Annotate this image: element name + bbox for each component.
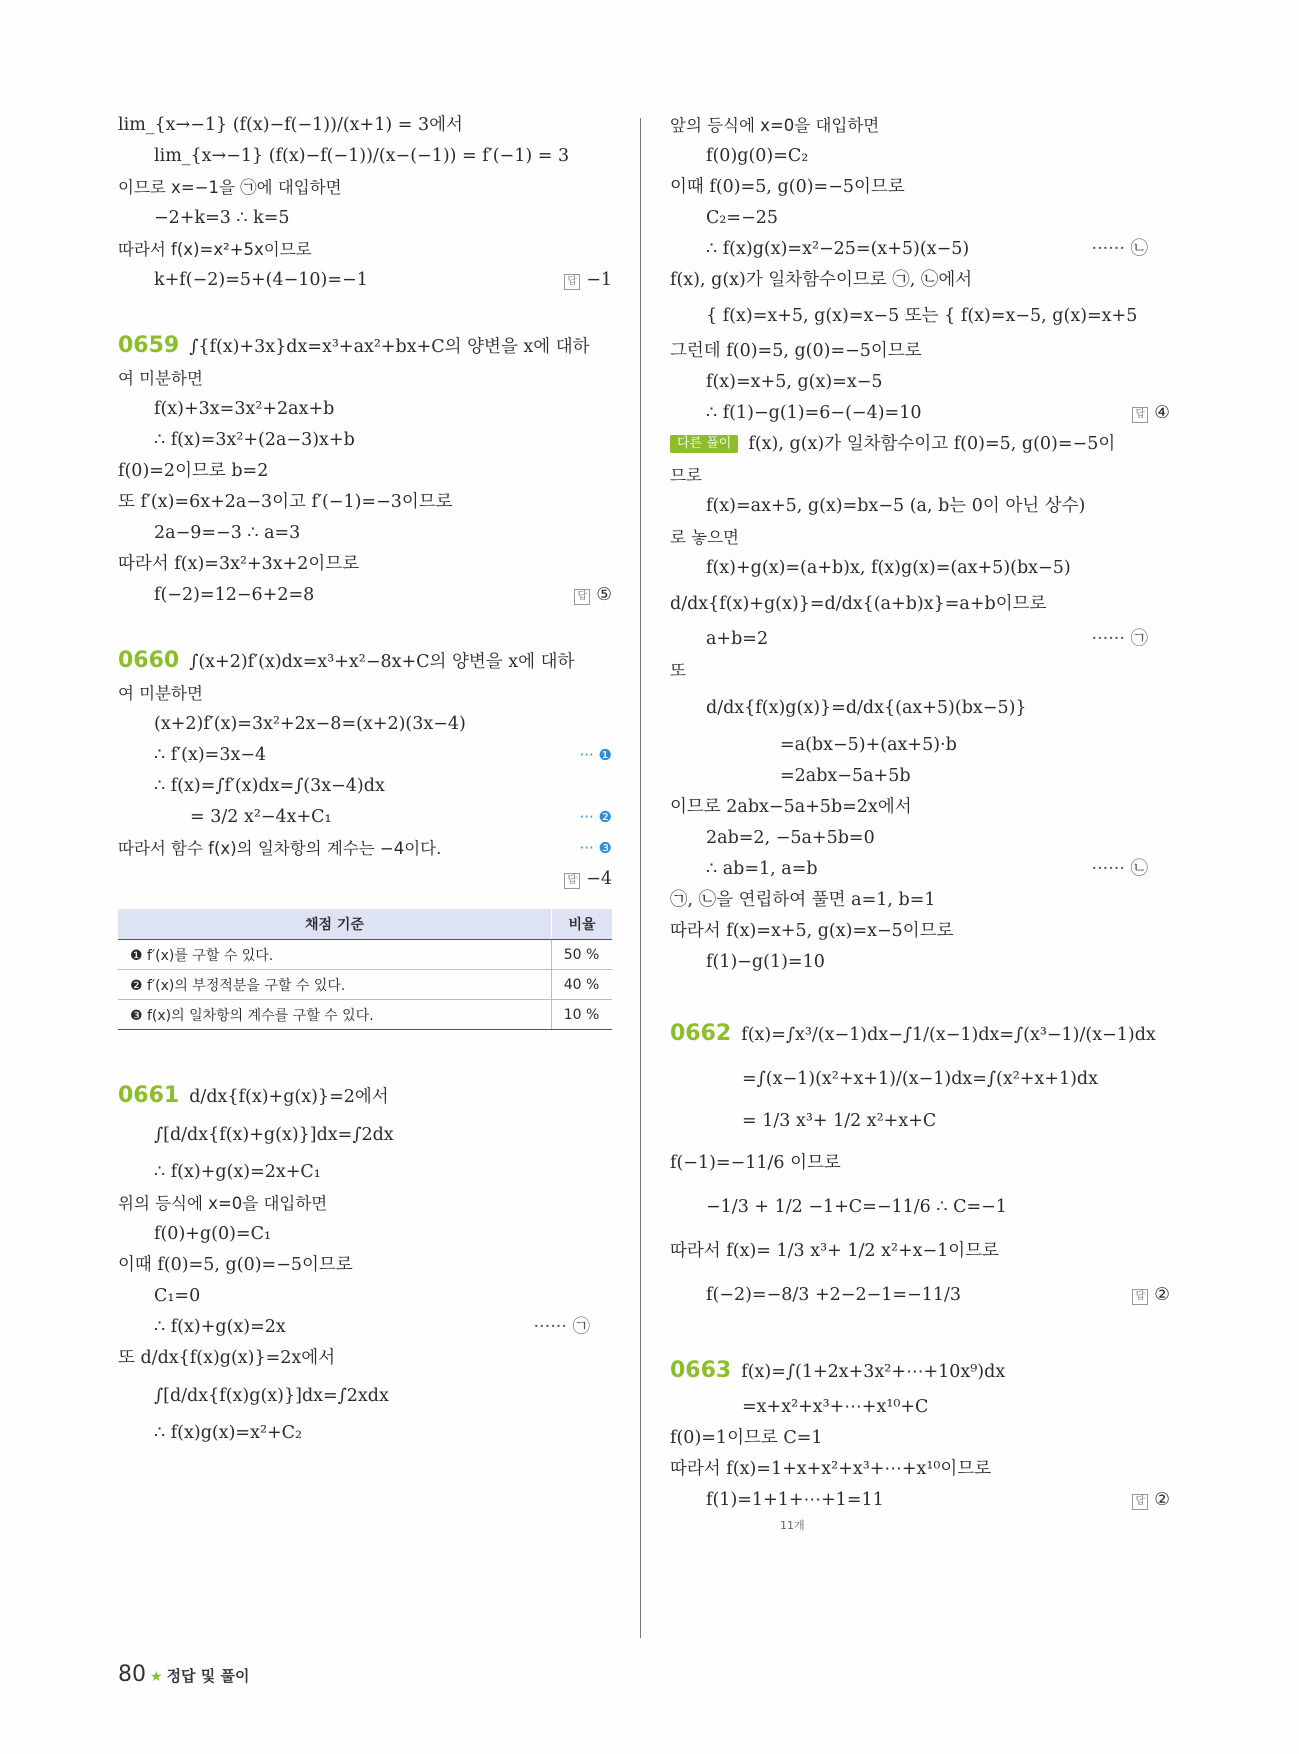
equation-mark: ······ ㉠ [1091, 629, 1148, 649]
problem-0663: 0663 f(x)=∫(1+2x+3x²+⋯+10x⁹)dx =x+x²+x³+⋯+x¹⁰+C f(0)=1이므로 C=1 따라서 f(x)=1+x+x²+x³+⋯+x¹⁰이므로 f(1)=1+1+⋯+1=11 답 ② 11개 [670, 1358, 1170, 1532]
solution-line: ∴ f′(x)=3x−4 [154, 745, 267, 765]
solution-line: =∫(x−1)(x²+x+1)/(x−1)dx=∫(x²+x+1)dx [742, 1069, 1098, 1089]
solution-line: 이므로 2abx−5a+5b=2x에서 [670, 797, 912, 817]
answer-icon: 답 [564, 274, 580, 290]
rubric-header-criterion: 채점 기준 [118, 909, 552, 940]
answer-icon: 답 [1132, 1494, 1148, 1510]
solution-line: 로 놓으면 [670, 528, 740, 547]
solution-line: 또 d/dx{f(x)g(x)}=2x에서 [118, 1348, 336, 1368]
problem-number: 0662 [670, 1021, 732, 1046]
rubric-ratio: 40 % [552, 970, 613, 1000]
solution-line: ∴ f(x)+g(x)=2x+C₁ [154, 1162, 321, 1182]
intro-line: 따라서 f(x)=x²+5x이므로 [118, 240, 312, 259]
solution-line: 2ab=2, −5a+5b=0 [706, 828, 875, 848]
footer-title: 정답 및 풀이 [166, 1667, 250, 1685]
rubric-criterion: ❷ f′(x)의 부정적분을 구할 수 있다. [118, 970, 552, 1000]
answer-0662: 답 ② [1132, 1273, 1170, 1317]
solution-line: C₁=0 [154, 1286, 201, 1306]
problem-number: 0660 [118, 648, 180, 673]
intro-line: −2+k=3 ∴ k=5 [154, 208, 290, 228]
solution-line: ∴ f(x)+g(x)=2x [154, 1317, 286, 1337]
solution-line: 그런데 f(0)=5, g(0)=−5이므로 [670, 341, 922, 361]
solution-line: 따라서 f(x)= 1/3 x³+ 1/2 x²+x−1이므로 [670, 1241, 999, 1261]
solution-line: ∴ f(x)g(x)=x²+C₂ [154, 1423, 303, 1443]
step-marker: ··· ❶ [579, 746, 612, 764]
solution-line: 따라서 함수 f(x)의 일차항의 계수는 −4이다. [118, 839, 442, 858]
problem-number: 0661 [118, 1083, 180, 1108]
solution-line: = 1/3 x³+ 1/2 x²+x+C [742, 1111, 937, 1131]
rubric-ratio: 10 % [552, 1000, 613, 1030]
solution-line: C₂=−25 [706, 208, 778, 228]
solution-line: 위의 등식에 x=0을 대입하면 [118, 1194, 328, 1213]
equation-mark: ······ ㉡ [1091, 239, 1148, 259]
intro-line: lim_{x→−1} (f(x)−f(−1))/(x+1) = 3에서 [118, 115, 463, 135]
solution-line: 또 [670, 661, 686, 680]
solution-line: ∴ ab=1, a=b [706, 859, 818, 879]
step-marker: ··· ❸ [579, 839, 612, 857]
problem-number: 0663 [670, 1358, 732, 1383]
solution-line: f(x)=ax+5, g(x)=bx−5 (a, b는 0이 아닌 상수) [706, 496, 1086, 516]
solution-line: =a(bx−5)+(ax+5)·b [780, 735, 957, 755]
solution-line: f(0)g(0)=C₂ [706, 146, 809, 166]
rubric-header-ratio: 비율 [552, 909, 613, 940]
rubric-row [118, 940, 612, 970]
solution-line: 앞의 등식에 x=0을 대입하면 [670, 116, 880, 135]
solution-line: 따라서 f(x)=x+5, g(x)=x−5이므로 [670, 921, 954, 941]
star-icon: ★ [150, 1669, 163, 1685]
answer-icon: 답 [1132, 407, 1148, 423]
problem-0660: 0660 ∫(x+2)f′(x)dx=x³+x²−8x+C의 양변을 x에 대하 여 미분하면 (x+2)f′(x)=3x²+2x−8=(x+2)(3x−4) ∴ f′(x)=3x−4 ··· ❶ ∴ f(x)=∫f′(x)dx=∫(3x−4)dx = 3/2 x²−4x+C₁ ··· ❷ 따라서 함수 f(x)의 일차항의 계수는 −4이다. ··· ❸ 답 −4 채점 기준 비율 ❶ f′(x)를 구할 수 있다. 50 % ❷ f′(x)의 부정적분을 구할 수 있다. 40 % ❸ f(x)의 일차항의 계수를 구할 수 있다. 10 % [118, 645, 612, 1030]
solution-line: ∴ f(x)=∫f′(x)dx=∫(3x−4)dx [154, 776, 385, 796]
solution-line: 여 미분하면 [118, 369, 203, 388]
page-footer [118, 1662, 249, 1687]
alt-solution-badge: 다른 풀이 [670, 435, 738, 453]
solution-line: f(0)=2이므로 b=2 [118, 461, 269, 481]
right-column: 앞의 등식에 x=0을 대입하면 f(0)g(0)=C₂ 이때 f(0)=5, g(0)=−5이므로 C₂=−25 ∴ f(x)g(x)=x²−25=(x+5)(x−5) ······ ㉡ f(x), g(x)가 일차함수이므로 ㉠, ㉡에서 { f(x)=x+5, g(x)=x−5 또는 { f(x)=x−5, g(x)=x+5 그런데 f(0)=5, g(0)=−5이므로 f(x)=x+5, g(x)=x−5 ∴ f(1)−g(1)=6−(−4)=10 답 ④ 다른 풀이 f(x), g(x)가 일차함수이고 f(0)=5, g(0)=−5이 므로 f(x)=ax+5, g(x)=bx−5 (a, b는 0이 아닌 상수) 로 놓으면 f(x)+g(x)=(a+b)x, f(x)g(x)=(ax+5)(bx−5) d/dx{f(x)+g(x)}=d/dx{(a+b)x}=a+b이므로 a+b=2 ······ ㉠ 또 d/dx{f(x)g(x)}=d/dx{(ax+5)(bx−5)} =a(bx−5)+(ax+5)·b =2abx−5a+5b 이므로 2abx−5a+5b=2x에서 2ab=2, −5a+5b=0 ∴ ab=1, a=b ······ ㉡ ㉠, ㉡을 연립하여 풀면 a=1, b=1 따라서 f(x)=x+5, g(x)=x−5이므로 f(1)−g(1)=10 0662 f(x)=∫x³/(x−1)dx−∫1/(x−1)dx=∫(x³−1)/(x−1)dx =∫(x−1)(x²+x+1)/(x−1)dx=∫(x²+x+1)dx = 1/3 x³+ 1/2 x²+x+C f(−1)=−11/6 이므로 −1/3 + 1/2 −1+C=−11/6 ∴ C=−1 따라서 f(x)= 1/3 x³+ 1/2 x²+x−1이므로 f(−2)=−8/3 +2−2−1=−11/3 답 ② 0663 f(x)=∫(1+2x+3x²+⋯+10x⁹)dx =x+x²+x³+⋯+x¹⁰+C f(0)=1이므로 C=1 따라서 f(x)=1+x+x²+x³+⋯+x¹⁰이므로 f(1)=1+1+⋯+1=11 답 ② 11개 [670, 110, 1170, 1534]
answer-0660: 답 −4 [564, 864, 612, 895]
scoring-rubric-table [118, 909, 612, 1030]
solution-line: f(x)=x+5, g(x)=x−5 [706, 372, 883, 392]
solution-line: ∴ f(1)−g(1)=6−(−4)=10 [706, 403, 922, 423]
rubric-row [118, 1000, 612, 1030]
intro-answer: 답 −1 [564, 265, 612, 296]
solution-line: (x+2)f′(x)=3x²+2x−8=(x+2)(3x−4) [154, 714, 466, 734]
intro-line: 이므로 x=−1을 ㉠에 대입하면 [118, 178, 342, 197]
solution-line: 따라서 f(x)=3x²+3x+2이므로 [118, 554, 360, 574]
solution-line: a+b=2 [706, 629, 769, 649]
solution-line: 이때 f(0)=5, g(0)=−5이므로 [118, 1255, 353, 1275]
problem-0661: 0661 d/dx{f(x)+g(x)}=2에서 ∫[d/dx{f(x)+g(x)}]dx=∫2dx ∴ f(x)+g(x)=2x+C₁ 위의 등식에 x=0을 대입하면 f(0)+g(0)=C₁ 이때 f(0)=5, g(0)=−5이므로 C₁=0 ∴ f(x)+g(x)=2x ······ ㉠ 또 d/dx{f(x)g(x)}=2x에서 ∫[d/dx{f(x)g(x)}]dx=∫2xdx ∴ f(x)g(x)=x²+C₂ [118, 1080, 612, 1449]
step-marker: ··· ❷ [579, 808, 612, 826]
solution-line: 2a−9=−3 ∴ a=3 [154, 523, 301, 543]
brace-label: 11개 [780, 1519, 805, 1532]
rubric-row [118, 970, 612, 1000]
problem-0659: 0659 ∫{f(x)+3x}dx=x³+ax²+bx+C의 양변을 x에 대하 여 미분하면 f(x)+3x=3x²+2ax+b ∴ f(x)=3x²+(2a−3)x+b f(0)=2이므로 b=2 또 f′(x)=6x+2a−3이고 f′(−1)=−3이므로 2a−9=−3 ∴ a=3 따라서 f(x)=3x²+3x+2이므로 f(−2)=12−6+2=8 답 ⑤ [118, 330, 612, 611]
solution-line: = 3/2 x²−4x+C₁ [190, 807, 332, 827]
problem-number: 0659 [118, 333, 180, 358]
rubric-criterion: ❸ f(x)의 일차항의 계수를 구할 수 있다. [118, 1000, 552, 1030]
equation-mark: ······ ㉡ [1091, 859, 1148, 879]
solution-line: f(0)=1이므로 C=1 [670, 1428, 823, 1448]
problem-0662: 0662 f(x)=∫x³/(x−1)dx−∫1/(x−1)dx=∫(x³−1)/(x−1)dx =∫(x−1)(x²+x+1)/(x−1)dx=∫(x²+x+1)dx = 1/3 x³+ 1/2 x²+x+C f(−1)=−11/6 이므로 −1/3 + 1/2 −1+C=−11/6 ∴ C=−1 따라서 f(x)= 1/3 x³+ 1/2 x²+x−1이므로 f(−2)=−8/3 +2−2−1=−11/3 답 ② [670, 1012, 1170, 1317]
solution-line: f(1)−g(1)=10 [706, 952, 825, 972]
solution-line: f(0)+g(0)=C₁ [154, 1224, 271, 1244]
page-number: 80 [118, 1662, 146, 1687]
solution-line: f(x)+g(x)=(a+b)x, f(x)g(x)=(ax+5)(bx−5) [706, 558, 1071, 578]
answer-icon: 답 [1132, 1289, 1148, 1305]
solution-line: d/dx{f(x)g(x)}=d/dx{(ax+5)(bx−5)} [706, 698, 1027, 718]
intro-line [118, 265, 612, 296]
rubric-ratio: 50 % [552, 940, 613, 970]
solution-line: 따라서 f(x)=1+x+x²+x³+⋯+x¹⁰이므로 [670, 1459, 992, 1479]
answer-icon: 답 [564, 873, 580, 889]
solution-line: −1/3 + 1/2 −1+C=−11/6 ∴ C=−1 [706, 1197, 1007, 1217]
intro-line: lim_{x→−1} (f(x)−f(−1))/(x−(−1)) = f′(−1) = 3 [154, 146, 570, 166]
solution-line: ㉠, ㉡을 연립하여 풀면 a=1, b=1 [670, 890, 936, 910]
solution-line: f(1)=1+1+⋯+1=11 [706, 1490, 884, 1510]
solution-line: 므로 [670, 466, 702, 485]
solution-line: ∫[d/dx{f(x)g(x)}]dx=∫2xdx [154, 1386, 389, 1406]
solution-line: 여 미분하면 [118, 684, 203, 703]
solution-line: f(−2)=−8/3 +2−2−1=−11/3 [706, 1285, 961, 1305]
solution-line: =x+x²+x³+⋯+x¹⁰+C [742, 1397, 929, 1417]
intro-final-equation: k+f(−2)=5+(4−10)=−1 [154, 270, 368, 290]
answer-icon: 답 [574, 589, 590, 605]
solution-line: =2abx−5a+5b [780, 766, 911, 786]
solution-line: ∴ f(x)g(x)=x²−25=(x+5)(x−5) [706, 239, 970, 259]
answer-0659: 답 ⑤ [574, 580, 612, 611]
solution-line: f(−1)=−11/6 이므로 [670, 1153, 841, 1173]
answer-0663: 답 ② [1132, 1485, 1170, 1516]
solution-line: f(x), g(x)가 일차함수이므로 ㉠, ㉡에서 [670, 270, 973, 290]
equation-mark: ······ ㉠ [533, 1317, 590, 1337]
solution-line: f(x)+3x=3x²+2ax+b [154, 399, 335, 419]
solution-line: 이때 f(0)=5, g(0)=−5이므로 [670, 177, 905, 197]
solution-line: 또 f′(x)=6x+2a−3이고 f′(−1)=−3이므로 [118, 492, 453, 512]
solution-line: ∫[d/dx{f(x)+g(x)}]dx=∫2dx [154, 1125, 394, 1145]
solution-line: ∴ f(x)=3x²+(2a−3)x+b [154, 430, 355, 450]
solution-line: { f(x)=x+5, g(x)=x−5 또는 { f(x)=x−5, g(x)=x+5 [706, 306, 1138, 326]
column-divider [640, 118, 641, 1638]
answer-0661: 답 ④ [1132, 398, 1170, 429]
solution-line: d/dx{f(x)+g(x)}=d/dx{(a+b)x}=a+b이므로 [670, 594, 1047, 614]
rubric-criterion: ❶ f′(x)를 구할 수 있다. [118, 940, 552, 970]
left-column [118, 110, 612, 1449]
solution-line: f(−2)=12−6+2=8 [154, 585, 315, 605]
